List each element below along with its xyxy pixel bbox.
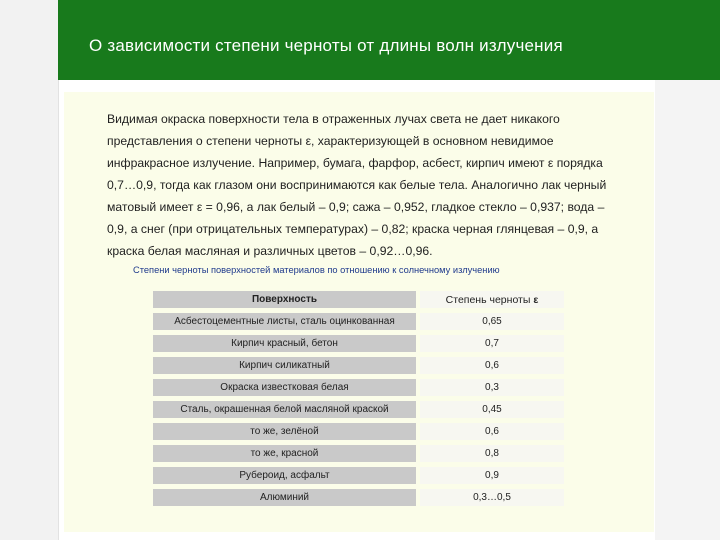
header-emissivity [420, 291, 564, 308]
table-row [153, 357, 564, 374]
row-surface: Рубероид, асфальт [153, 467, 416, 484]
body-paragraph: Видимая окраска поверхности тела в отраженных лучах света не дает никакого представления о степени черноты ε, характеризующей в основном невидимое инфракрасное излучение. Например, бумага, фарфор, асбест, кирпич имеют ε порядка 0,7…0,9, тогда как глазом они воспринимаются как белые тела. Аналогично лак черный матовый имеет ε = 0,96, а лак белый – 0,9; сажа – 0,952, гладкое стекло – 0,937; вода – 0,9, а снег (при отрицательных температурах) – 0,82; краска черная глянцевая – 0,9, а краска белая масляная и различных цветов – 0,92…0,96. [107, 112, 607, 258]
row-surface: Кирпич силикатный [153, 357, 416, 374]
header-emissivity-symbol: ε [533, 293, 539, 306]
row-surface: Окраска известковая белая [153, 379, 416, 396]
row-surface: Кирпич красный, бетон [153, 335, 416, 352]
table-row [153, 467, 564, 484]
left-margin-strip [0, 0, 59, 540]
header-surface: Поверхность [153, 291, 416, 308]
row-surface: Алюминий [153, 489, 416, 506]
row-value: 0,3…0,5 [420, 489, 564, 506]
row-surface: то же, красной [153, 445, 416, 462]
table-row [153, 423, 564, 440]
slide-title: О зависимости степени черноты от длины волн излучения [89, 36, 563, 55]
row-value: 0,9 [420, 467, 564, 484]
row-value: 0,6 [420, 423, 564, 440]
row-value: 0,45 [420, 401, 564, 418]
header-emissivity-label: Степень черноты [445, 293, 531, 306]
row-surface: Сталь, окрашенная белой масляной краской [153, 401, 416, 418]
row-value: 0,3 [420, 379, 564, 396]
row-value: 0,65 [420, 313, 564, 330]
table-row [153, 313, 564, 330]
row-surface: Асбестоцементные листы, сталь оцинкованная [153, 313, 416, 330]
table-row [153, 335, 564, 352]
right-margin-strip [655, 80, 720, 540]
row-surface: то же, зелёной [153, 423, 416, 440]
row-value: 0,6 [420, 357, 564, 374]
table-caption: Степени черноты поверхностей материалов по отношению к солнечному излучению [133, 265, 500, 275]
row-value: 0,8 [420, 445, 564, 462]
table-row [153, 489, 564, 506]
table-row [153, 401, 564, 418]
emissivity-table [149, 286, 568, 511]
table-header-row [153, 291, 564, 308]
table-row [153, 379, 564, 396]
row-value: 0,7 [420, 335, 564, 352]
table-row [153, 445, 564, 462]
